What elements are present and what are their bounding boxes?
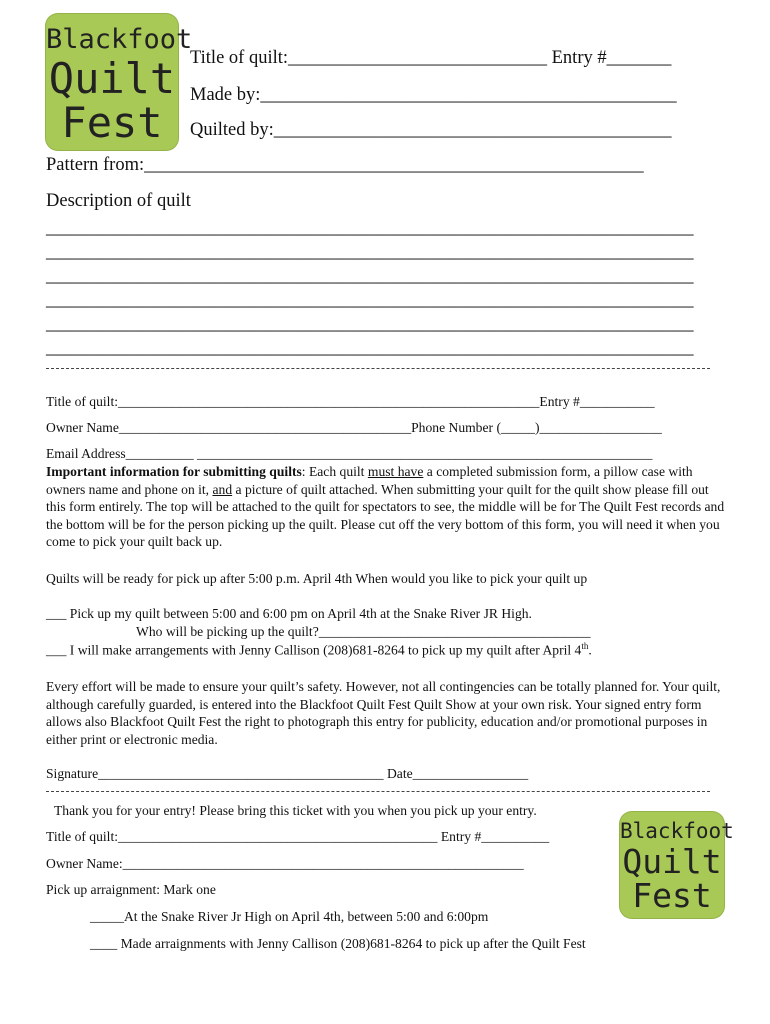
- description-line: ______________________________________________________________________: [46, 266, 694, 286]
- important-information-paragraph: Important information for submitting quilts: Each quilt must have a completed submission form, a pillow case with owners name and phone on it, and a picture of quilt attached. When submitting your quilt for the quilt show please fill out this form entirely. The top will be attached to the quilt for spectators to see, the middle will be for The Quilt Fest records and the bottom will be for the person picking up the quilt. Please cut off the very bottom of this form, you will need it when you come to pick your quilt back up.: [46, 464, 725, 549]
- bottom-title-entry-line: Title of quilt:_______________________________________________ Entry #__________: [46, 829, 550, 844]
- logo-line-3: Fest: [61, 98, 163, 147]
- pickup-arrangement-label: Pick up arraignment: Mark one: [46, 882, 216, 897]
- bottom-owner-line: Owner Name:___________________________________________________________: [46, 856, 524, 871]
- logo-line-2: Quilt: [622, 842, 722, 881]
- top-title-entry-line: Title of quilt:____________________________ Entry #_______: [190, 48, 672, 68]
- logo-line-2: Quilt: [48, 54, 176, 103]
- who-picking-up-line: Who will be picking up the quilt?________________________________________: [136, 624, 591, 639]
- description-line: ______________________________________________________________________: [46, 290, 694, 310]
- bottom-pickup-option-1: _____At the Snake River Jr High on April 4th, between 5:00 and 6:00pm: [90, 909, 489, 924]
- top-quilted-by-line: Quilted by:___________________________________________: [190, 120, 672, 140]
- important-heading: Important information for submitting quilts: [46, 464, 302, 479]
- pickup-option-2: ___ I will make arrangements with Jenny Callison (208)681-8264 to pick up my quilt after April 4th.: [46, 641, 592, 658]
- description-line: ______________________________________________________________________: [46, 338, 694, 358]
- logo-line-3: Fest: [632, 876, 712, 915]
- middle-email-line: Email Address__________ ___________________________________________________________________: [46, 446, 653, 461]
- cut-line-top: [46, 368, 710, 369]
- blackfoot-quilt-fest-logo: [46, 14, 193, 150]
- top-pattern-from-line: Pattern from:______________________________________________________: [46, 155, 644, 175]
- signature-date-line: Signature__________________________________________ Date_________________: [46, 766, 529, 781]
- pickup-ready-text: Quilts will be ready for pick up after 5:00 p.m. April 4th When would you like to pick your quilt up: [46, 571, 588, 586]
- description-label: Description of quilt: [46, 191, 191, 211]
- middle-title-entry-line: Title of quilt:______________________________________________________________Entry #___________: [46, 394, 655, 409]
- blackfoot-quilt-fest-logo: [620, 812, 734, 918]
- middle-owner-phone-line: Owner Name___________________________________________Phone Number (_____)__________________: [46, 420, 662, 435]
- top-made-by-line: Made by:_____________________________________________: [190, 85, 677, 105]
- bottom-pickup-option-2: ____ Made arraignments with Jenny Callison (208)681-8264 to pick up after the Quilt Fest: [90, 936, 586, 951]
- description-line: ______________________________________________________________________: [46, 314, 694, 334]
- thank-you-text: Thank you for your entry! Please bring this ticket with you when you pick up your entry.: [54, 803, 537, 818]
- pickup-option-1: ___ Pick up my quilt between 5:00 and 6:00 pm on April 4th at the Snake River JR High.: [46, 606, 532, 621]
- cut-line-bottom: [46, 791, 710, 792]
- logo-line-1: Blackfoot: [620, 819, 734, 843]
- description-line: ______________________________________________________________________: [46, 242, 694, 262]
- safety-paragraph: Every effort will be made to ensure your quilt’s safety. However, not all contingencies can be totally planned for. Your quilt, although carefully guarded, is entered into the Blackfoot Quilt Fest Quilt Show at your own risk. Your signed entry form allows also Blackfoot Quilt Fest the right to photograph this entry for publicity, education and/or promotional purposes in either print or electronic media.: [46, 679, 721, 747]
- logo-line-1: Blackfoot: [46, 24, 193, 55]
- description-line: ______________________________________________________________________: [46, 218, 694, 238]
